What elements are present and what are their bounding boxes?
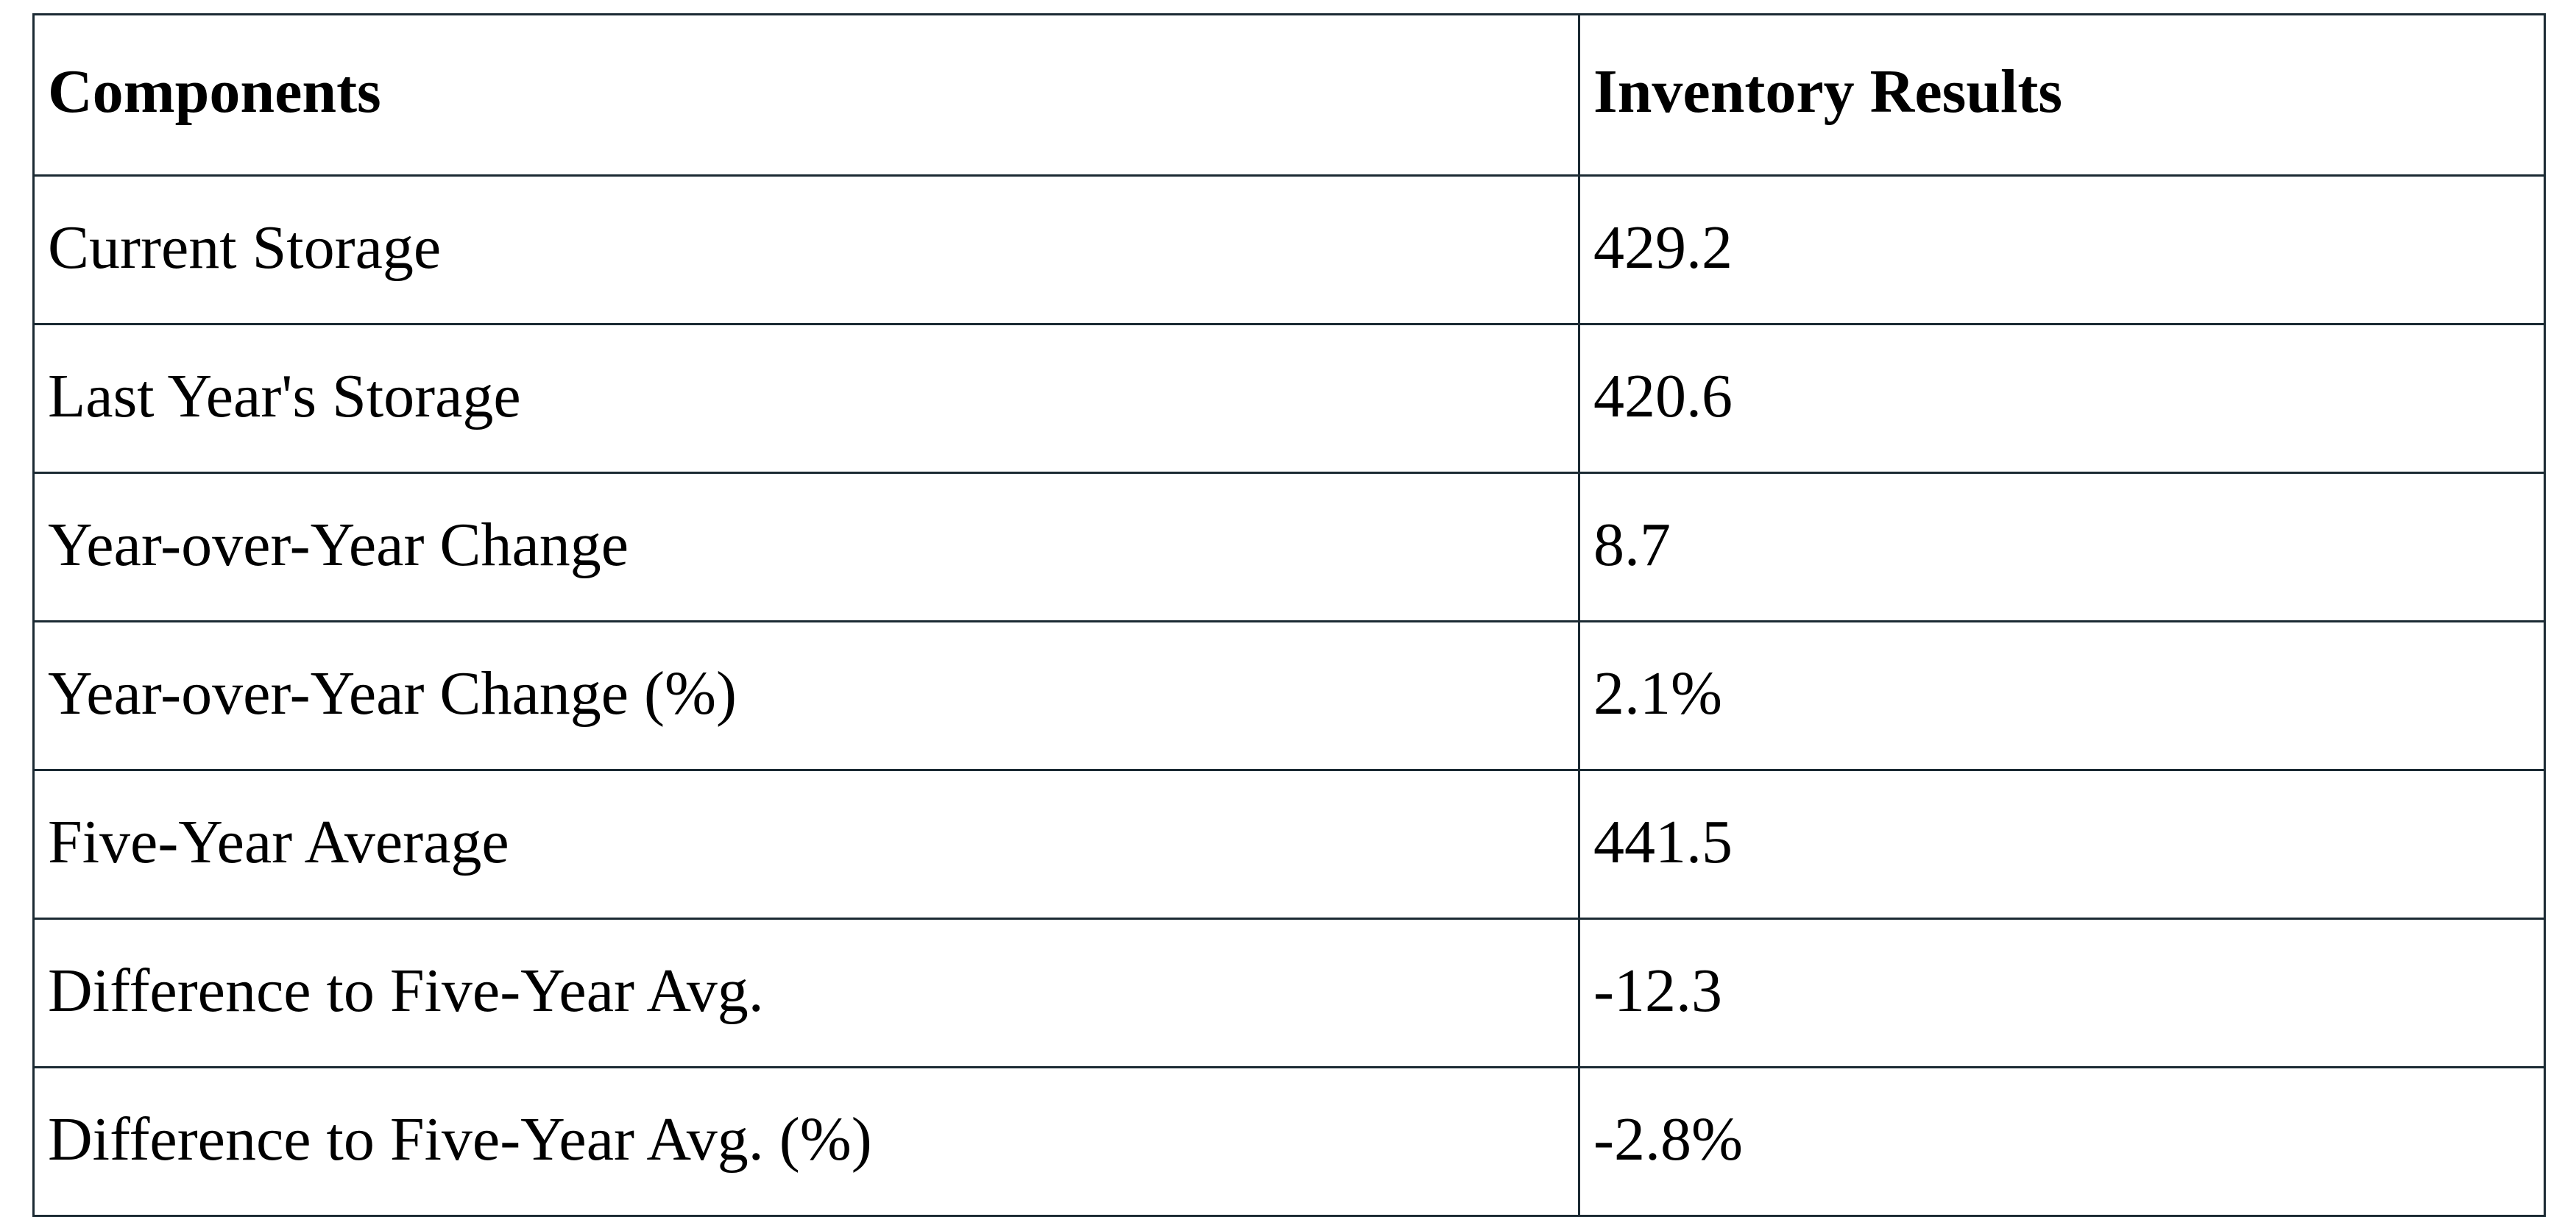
table-row [34,473,2545,622]
table-header [34,15,2545,176]
table-row [34,324,2545,473]
cell-component-name: Current Storage [34,176,1579,324]
cell-inventory-result: -2.8% [1579,1068,2545,1216]
table-row [34,1068,2545,1216]
column-header-components: Components [34,15,1579,176]
cell-inventory-result: 429.2 [1579,176,2545,324]
cell-component-name: Difference to Five-Year Avg. (%) [34,1068,1579,1216]
table-row [34,176,2545,324]
cell-inventory-result: -12.3 [1579,919,2545,1068]
table-row [34,919,2545,1068]
table-row [34,770,2545,919]
cell-component-name: Last Year's Storage [34,324,1579,473]
cell-component-name: Year-over-Year Change [34,473,1579,622]
column-header-inventory-results: Inventory Results [1579,15,2545,176]
table-row [34,622,2545,770]
cell-inventory-result: 2.1% [1579,622,2545,770]
cell-component-name: Five-Year Average [34,770,1579,919]
cell-inventory-result: 420.6 [1579,324,2545,473]
table-header-row [34,15,2545,176]
cell-component-name: Year-over-Year Change (%) [34,622,1579,770]
cell-inventory-result: 441.5 [1579,770,2545,919]
cell-component-name: Difference to Five-Year Avg. [34,919,1579,1068]
cell-inventory-result: 8.7 [1579,473,2545,622]
inventory-results-table [32,13,2546,1217]
table-body [34,176,2545,1216]
